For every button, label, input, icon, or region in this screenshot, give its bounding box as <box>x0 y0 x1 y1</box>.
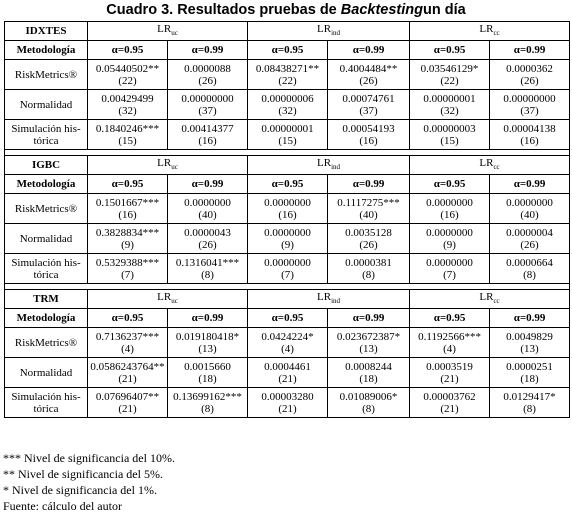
exceedance-count: (16) <box>118 208 137 221</box>
exceedance-count: (26) <box>520 74 539 87</box>
statistic-value: 0.0586243764** <box>90 360 165 373</box>
lr-header <box>248 290 410 309</box>
exceedance-count: (15) <box>278 134 297 147</box>
method-label: RiskMetrics® <box>5 194 88 224</box>
statistic-value: 0.03546129* <box>420 62 479 75</box>
value-cell <box>88 90 168 120</box>
value-cell <box>88 328 168 358</box>
exceedance-count: (16) <box>520 134 539 147</box>
lr-base: LR <box>317 156 332 169</box>
method-label-line: Simulación his- <box>11 390 81 403</box>
value-cell <box>410 120 490 150</box>
statistic-value: 0.1501667*** <box>95 196 160 209</box>
caption-suffix: un día <box>422 2 466 18</box>
statistic-value: 0.4004484** <box>339 62 398 75</box>
caption-prefix: Cuadro 3. Resultados pruebas de <box>106 2 341 18</box>
lr-subscript: uc <box>171 163 178 172</box>
exceedance-count: (13) <box>198 342 217 355</box>
statistic-value: 0.0000000 <box>264 256 311 269</box>
alpha-95-header: α=0.95 <box>248 175 328 194</box>
table-row <box>5 224 570 254</box>
alpha-99-header: α=0.99 <box>490 41 570 60</box>
alpha-95-header: α=0.95 <box>410 309 490 328</box>
source-note: Fuente: cálculo del autor <box>3 499 122 513</box>
exceedance-count: (8) <box>523 268 536 281</box>
table-body <box>5 22 570 418</box>
exceedance-count: (18) <box>520 372 539 385</box>
method-label: Normalidad <box>5 358 88 388</box>
lr-subscript: uc <box>171 29 178 38</box>
exceedance-count: (9) <box>121 238 134 251</box>
value-cell <box>248 120 328 150</box>
statistic-value: 0.00003280 <box>261 390 314 403</box>
exceedance-count: (22) <box>118 74 137 87</box>
statistic-value: 0.1840246*** <box>95 122 160 135</box>
exceedance-count: (15) <box>118 134 137 147</box>
exceedance-count: (16) <box>278 208 297 221</box>
exceedance-count: (7) <box>281 268 294 281</box>
lr-header <box>88 156 248 175</box>
lr-header <box>88 22 248 41</box>
method-label: Normalidad <box>5 224 88 254</box>
statistic-value: 0.00000001 <box>261 122 314 135</box>
statistic-value: 0.0035128 <box>345 226 392 239</box>
table-row <box>5 358 570 388</box>
lr-base: LR <box>317 22 332 35</box>
exceedance-count: (37) <box>520 104 539 117</box>
method-label-line: tórica <box>33 134 59 147</box>
method-label-line: tórica <box>33 402 59 415</box>
method-label <box>5 120 88 150</box>
exceedance-count: (13) <box>359 342 378 355</box>
note-1pct: * Nivel de significancia del 1%. <box>3 483 157 497</box>
statistic-value: 0.0000000 <box>264 196 311 209</box>
value-cell <box>168 254 248 284</box>
statistic-value: 0.0000381 <box>345 256 392 269</box>
value-cell <box>490 224 570 254</box>
value-cell <box>490 328 570 358</box>
exceedance-count: (26) <box>359 74 378 87</box>
alpha-95-header: α=0.95 <box>88 175 168 194</box>
statistic-value: 0.019180418* <box>175 330 240 343</box>
statistic-value: 0.00000001 <box>423 92 476 105</box>
statistic-value: 0.00000000 <box>503 92 556 105</box>
statistic-value: 0.0129417* <box>503 390 556 403</box>
method-label-line: Simulación his- <box>11 122 81 135</box>
exceedance-count: (4) <box>443 342 456 355</box>
value-cell <box>328 120 410 150</box>
value-cell <box>410 194 490 224</box>
exceedance-count: (40) <box>198 208 217 221</box>
value-cell <box>490 60 570 90</box>
exceedance-count: (8) <box>362 268 375 281</box>
value-cell <box>248 224 328 254</box>
exceedance-count: (32) <box>118 104 137 117</box>
alpha-99-header: α=0.99 <box>490 309 570 328</box>
statistic-value: 0.08438271** <box>255 62 320 75</box>
exceedance-count: (26) <box>198 74 217 87</box>
alpha-95-header: α=0.95 <box>410 175 490 194</box>
value-cell <box>328 388 410 418</box>
exceedance-count: (21) <box>118 372 137 385</box>
exceedance-count: (8) <box>523 402 536 415</box>
value-cell <box>490 90 570 120</box>
dataset-name: IGBC <box>5 156 88 175</box>
lr-subscript: cc <box>493 29 500 38</box>
value-cell <box>88 120 168 150</box>
value-cell <box>168 328 248 358</box>
value-cell <box>248 90 328 120</box>
statistic-value: 0.0000251 <box>506 360 553 373</box>
value-cell <box>248 388 328 418</box>
lr-subscript: uc <box>171 297 178 306</box>
exceedance-count: (32) <box>278 104 297 117</box>
statistic-value: 0.0049829 <box>506 330 553 343</box>
alpha-99-header: α=0.99 <box>168 309 248 328</box>
statistic-value: 0.0000043 <box>184 226 231 239</box>
statistic-value: 0.023672387* <box>336 330 401 343</box>
exceedance-count: (22) <box>440 74 459 87</box>
lr-subscript: cc <box>493 163 500 172</box>
statistic-value: 0.0000000 <box>426 196 473 209</box>
statistic-value: 0.0015660 <box>184 360 231 373</box>
statistic-value: 0.0000000 <box>426 226 473 239</box>
table-row <box>5 60 570 90</box>
lr-base: LR <box>479 290 494 303</box>
value-cell <box>168 224 248 254</box>
exceedance-count: (26) <box>198 238 217 251</box>
value-cell <box>490 254 570 284</box>
lr-header <box>410 156 570 175</box>
exceedance-count: (21) <box>440 402 459 415</box>
value-cell <box>248 254 328 284</box>
lr-base: LR <box>479 22 494 35</box>
statistic-value: 0.13699162*** <box>173 390 242 403</box>
lr-base: LR <box>479 156 494 169</box>
method-label-line: tórica <box>33 268 59 281</box>
backtesting-table <box>4 21 570 418</box>
table-row <box>5 328 570 358</box>
statistic-value: 0.0000362 <box>506 62 553 75</box>
statistic-value: 0.01089006* <box>339 390 398 403</box>
statistic-value: 0.00074761 <box>342 92 395 105</box>
value-cell <box>410 328 490 358</box>
statistic-value: 0.1192566*** <box>418 330 481 343</box>
exceedance-count: (21) <box>440 372 459 385</box>
exceedance-count: (26) <box>520 238 539 251</box>
exceedance-count: (8) <box>201 268 214 281</box>
exceedance-count: (16) <box>440 208 459 221</box>
statistic-value: 0.7136237*** <box>95 330 160 343</box>
exceedance-count: (13) <box>520 342 539 355</box>
value-cell <box>490 388 570 418</box>
value-cell <box>328 358 410 388</box>
lr-subscript: ind <box>331 163 341 172</box>
exceedance-count: (8) <box>362 402 375 415</box>
lr-header <box>88 290 248 309</box>
exceedance-count: (9) <box>281 238 294 251</box>
value-cell <box>88 60 168 90</box>
value-cell <box>248 358 328 388</box>
lr-subscript: cc <box>493 297 500 306</box>
exceedance-count: (21) <box>278 402 297 415</box>
exceedance-count: (18) <box>198 372 217 385</box>
table-notes <box>3 450 175 514</box>
value-cell <box>248 60 328 90</box>
exceedance-count: (16) <box>359 134 378 147</box>
statistic-value: 0.0000000 <box>184 196 231 209</box>
alpha-95-header: α=0.95 <box>88 41 168 60</box>
dataset-name: TRM <box>5 290 88 309</box>
statistic-value: 0.5329388*** <box>95 256 160 269</box>
statistic-value: 0.07696407** <box>95 390 160 403</box>
exceedance-count: (37) <box>359 104 378 117</box>
lr-base: LR <box>157 156 172 169</box>
note-10pct: *** Nivel de significancia del 10%. <box>3 451 175 465</box>
value-cell <box>490 120 570 150</box>
table-row <box>5 388 570 418</box>
exceedance-count: (7) <box>443 268 456 281</box>
lr-header <box>248 22 410 41</box>
statistic-value: 0.00414377 <box>181 122 234 135</box>
statistic-value: 0.0003519 <box>426 360 473 373</box>
method-label: RiskMetrics® <box>5 328 88 358</box>
alpha-95-header: α=0.95 <box>248 309 328 328</box>
value-cell <box>328 254 410 284</box>
value-cell <box>168 60 248 90</box>
value-cell <box>168 120 248 150</box>
statistic-value: 0.00000003 <box>423 122 476 135</box>
value-cell <box>168 90 248 120</box>
method-label <box>5 254 88 284</box>
value-cell <box>410 60 490 90</box>
alpha-99-header: α=0.99 <box>490 175 570 194</box>
exceedance-count: (22) <box>278 74 297 87</box>
exceedance-count: (40) <box>359 208 378 221</box>
method-label: RiskMetrics® <box>5 60 88 90</box>
value-cell <box>88 224 168 254</box>
alpha-95-header: α=0.95 <box>410 41 490 60</box>
value-cell <box>328 60 410 90</box>
exceedance-count: (18) <box>359 372 378 385</box>
value-cell <box>88 254 168 284</box>
value-cell <box>490 358 570 388</box>
value-cell <box>328 328 410 358</box>
alpha-95-header: α=0.95 <box>248 41 328 60</box>
exceedance-count: (4) <box>281 342 294 355</box>
note-5pct: ** Nivel de significancia del 5%. <box>3 467 163 481</box>
statistic-value: 0.0008244 <box>345 360 392 373</box>
alpha-99-header: α=0.99 <box>168 175 248 194</box>
method-label <box>5 388 88 418</box>
lr-header <box>248 156 410 175</box>
statistic-value: 0.0000664 <box>506 256 553 269</box>
statistic-value: 0.0000000 <box>426 256 473 269</box>
statistic-value: 0.00429499 <box>101 92 154 105</box>
exceedance-count: (15) <box>440 134 459 147</box>
exceedance-count: (4) <box>121 342 134 355</box>
alpha-99-header: α=0.99 <box>328 309 410 328</box>
table-row <box>5 120 570 150</box>
lr-base: LR <box>157 22 172 35</box>
value-cell <box>490 194 570 224</box>
exceedance-count: (40) <box>520 208 539 221</box>
statistic-value: 0.00004138 <box>503 122 556 135</box>
table-caption <box>0 2 572 18</box>
methodology-header: Metodología <box>5 175 88 194</box>
alpha-95-header: α=0.95 <box>88 309 168 328</box>
method-label: Normalidad <box>5 90 88 120</box>
lr-header <box>410 22 570 41</box>
table-row <box>5 194 570 224</box>
statistic-value: 0.1117275*** <box>337 196 400 209</box>
statistic-value: 0.0000000 <box>506 196 553 209</box>
exceedance-count: (21) <box>278 372 297 385</box>
statistic-value: 0.3828834*** <box>95 226 160 239</box>
value-cell <box>410 388 490 418</box>
value-cell <box>168 358 248 388</box>
exceedance-count: (32) <box>440 104 459 117</box>
value-cell <box>248 194 328 224</box>
exceedance-count: (21) <box>118 402 137 415</box>
statistic-value: 0.0000088 <box>184 62 231 75</box>
exceedance-count: (16) <box>198 134 217 147</box>
value-cell <box>168 388 248 418</box>
statistic-value: 0.05440502** <box>95 62 160 75</box>
alpha-99-header: α=0.99 <box>328 41 410 60</box>
statistic-value: 0.00054193 <box>342 122 395 135</box>
value-cell <box>328 194 410 224</box>
statistic-value: 0.0000000 <box>264 226 311 239</box>
table-row <box>5 90 570 120</box>
exceedance-count: (9) <box>443 238 456 251</box>
lr-subscript: ind <box>331 297 341 306</box>
exceedance-count: (8) <box>201 402 214 415</box>
value-cell <box>168 194 248 224</box>
value-cell <box>410 224 490 254</box>
dataset-name: IDXTES <box>5 22 88 41</box>
value-cell <box>88 388 168 418</box>
alpha-99-header: α=0.99 <box>328 175 410 194</box>
lr-header <box>410 290 570 309</box>
value-cell <box>328 224 410 254</box>
value-cell <box>410 358 490 388</box>
value-cell <box>248 328 328 358</box>
lr-base: LR <box>157 290 172 303</box>
exceedance-count: (26) <box>359 238 378 251</box>
statistic-value: 0.0000004 <box>506 226 553 239</box>
alpha-99-header: α=0.99 <box>168 41 248 60</box>
statistic-value: 0.00000006 <box>261 92 314 105</box>
methodology-header: Metodología <box>5 41 88 60</box>
value-cell <box>88 194 168 224</box>
statistic-value: 0.1316041*** <box>175 256 240 269</box>
statistic-value: 0.00000000 <box>181 92 234 105</box>
methodology-header: Metodología <box>5 309 88 328</box>
exceedance-count: (7) <box>121 268 134 281</box>
lr-subscript: ind <box>331 29 341 38</box>
value-cell <box>410 90 490 120</box>
caption-italic: Backtesting <box>340 2 423 18</box>
table-row <box>5 254 570 284</box>
statistic-value: 0.00003762 <box>423 390 476 403</box>
lr-base: LR <box>317 290 332 303</box>
exceedance-count: (37) <box>198 104 217 117</box>
method-label-line: Simulación his- <box>11 256 81 269</box>
value-cell <box>88 358 168 388</box>
value-cell <box>410 254 490 284</box>
statistic-value: 0.0424224* <box>261 330 314 343</box>
value-cell <box>328 90 410 120</box>
statistic-value: 0.0004461 <box>264 360 311 373</box>
